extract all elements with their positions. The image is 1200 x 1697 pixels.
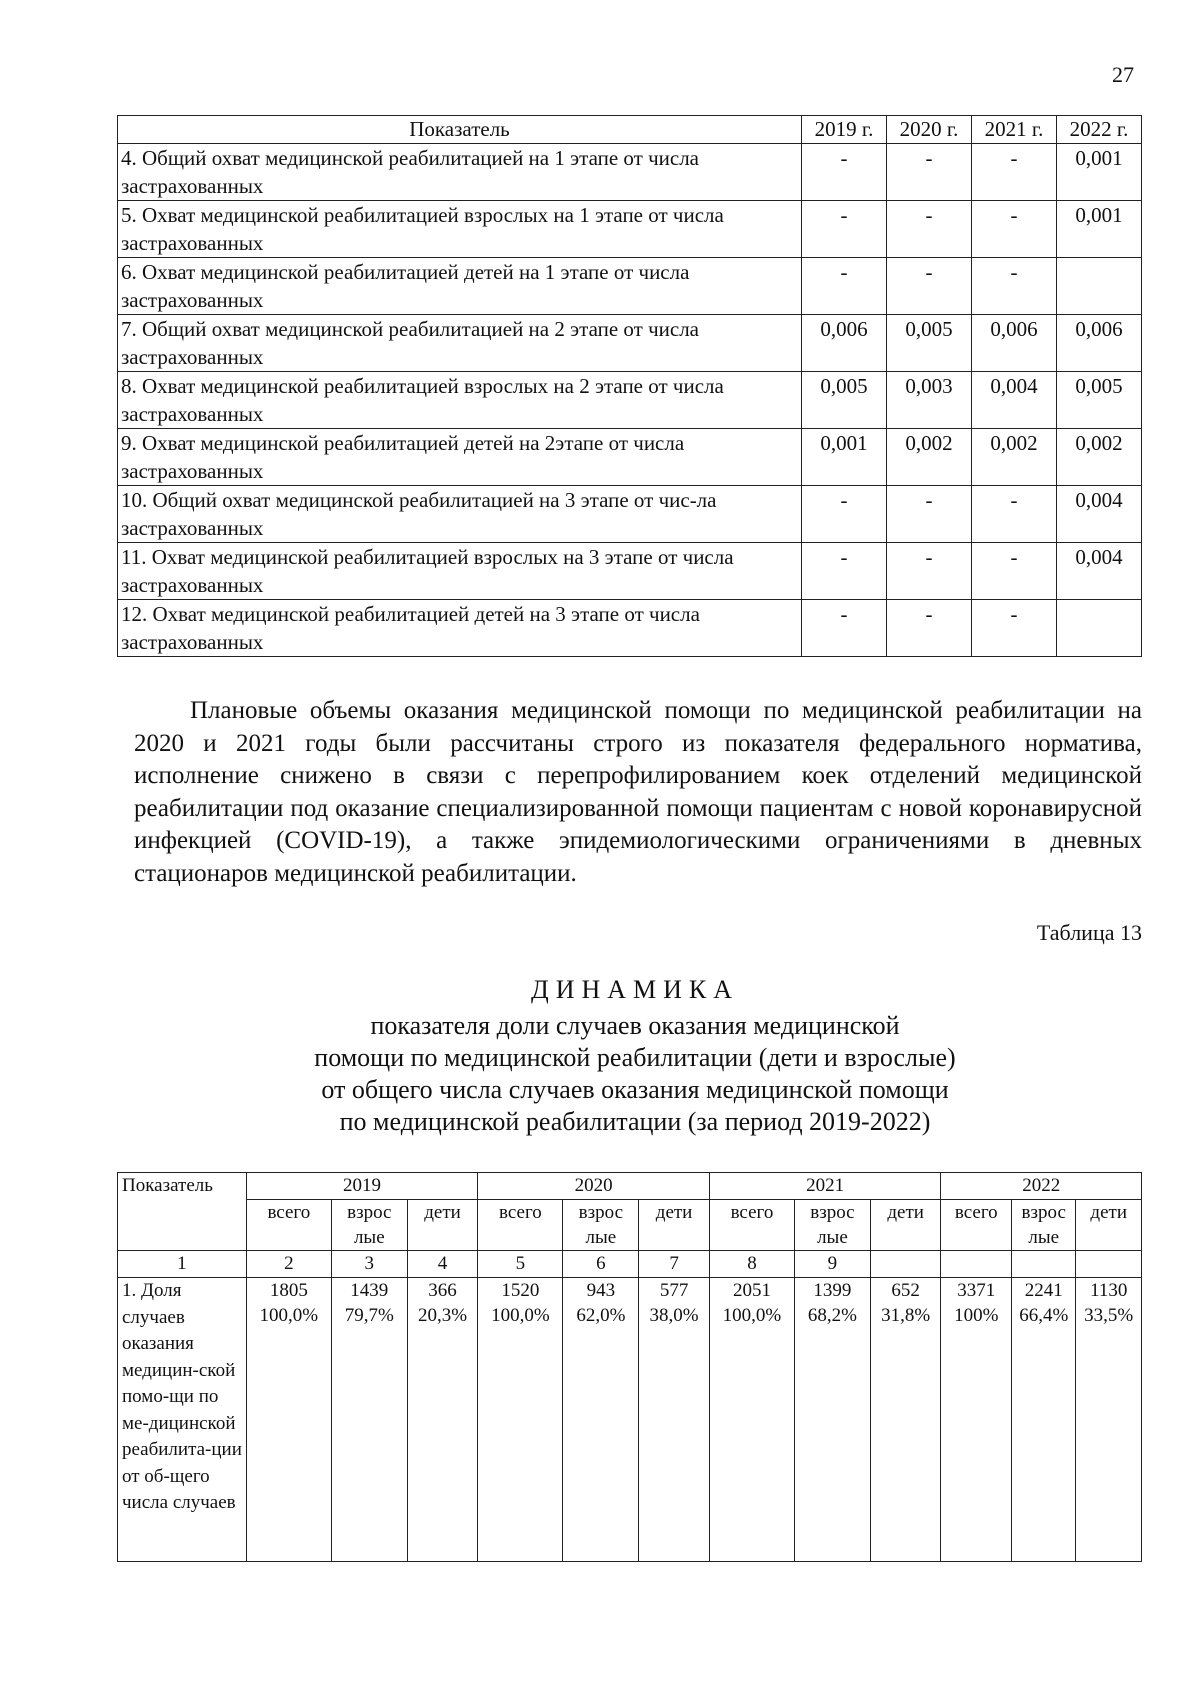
year-value: 0,001 bbox=[802, 429, 887, 486]
count-cell: 1520 bbox=[478, 1278, 563, 1304]
count-cell: 1399 bbox=[795, 1278, 871, 1304]
column-number: 1 bbox=[118, 1251, 247, 1278]
counts-row bbox=[118, 1278, 1142, 1304]
header-indicator: Показатель bbox=[118, 116, 802, 144]
year-value: - bbox=[972, 600, 1057, 657]
column-number: 5 bbox=[478, 1251, 563, 1278]
header-year: 2019 г. bbox=[802, 116, 887, 144]
year-value: 0,002 bbox=[887, 429, 972, 486]
year-value: - bbox=[972, 144, 1057, 201]
count-cell: 2051 bbox=[709, 1278, 794, 1304]
year-value: 0,006 bbox=[972, 315, 1057, 372]
percent-cell: 100,0% bbox=[709, 1303, 794, 1562]
subheader-adults: взрос лые bbox=[1012, 1200, 1076, 1251]
percent-cell: 20,3% bbox=[407, 1303, 478, 1562]
indicator-label: 7. Общий охват медицинской реабилитацией на 2 этапе от числа застрахованных bbox=[118, 315, 802, 372]
coverage-row bbox=[118, 144, 1142, 201]
subheader-all: всего bbox=[246, 1200, 331, 1251]
coverage-table bbox=[117, 115, 1142, 657]
body-paragraph: Плановые объемы оказания медицинской помощи по медицинской реабилитации на 2020 и 2021 годы были рассчитаны строго из показателя федерального норматива, исполнение снижено в связи с перепрофилированием коек отделений медицинской реабилитации под оказание специализированной помощи пациентам с новой коронавирусной инфекцией (COVID-19), а также эпидемиологическими ограничениями в дневных стационаров медицинской реабилитации. bbox=[134, 697, 1142, 887]
coverage-row bbox=[118, 201, 1142, 258]
column-number: 2 bbox=[246, 1251, 331, 1278]
subheader-children: дети bbox=[870, 1200, 941, 1251]
count-cell: 1130 bbox=[1076, 1278, 1142, 1304]
year-value: 0,004 bbox=[1057, 486, 1142, 543]
column-number: 7 bbox=[639, 1251, 710, 1278]
coverage-row bbox=[118, 486, 1142, 543]
year-value: 0,003 bbox=[887, 372, 972, 429]
count-cell: 577 bbox=[639, 1278, 710, 1304]
coverage-row bbox=[118, 543, 1142, 600]
column-number bbox=[1012, 1251, 1076, 1278]
count-cell: 2241 bbox=[1012, 1278, 1076, 1304]
year-value: - bbox=[887, 486, 972, 543]
year-value: 0,006 bbox=[802, 315, 887, 372]
year-value: - bbox=[887, 543, 972, 600]
coverage-row bbox=[118, 429, 1142, 486]
year-value: - bbox=[887, 144, 972, 201]
dynamics-table bbox=[117, 1172, 1142, 1562]
percent-cell: 66,4% bbox=[1012, 1303, 1076, 1562]
year-value: 0,001 bbox=[1057, 144, 1142, 201]
year-cell: 2019 bbox=[246, 1173, 478, 1200]
subheader-row bbox=[118, 1200, 1142, 1251]
year-cell: 2022 bbox=[941, 1173, 1142, 1200]
column-number: 6 bbox=[563, 1251, 639, 1278]
subheader-adults: взрос лые bbox=[795, 1200, 871, 1251]
year-value: - bbox=[802, 543, 887, 600]
percent-cell: 33,5% bbox=[1076, 1303, 1142, 1562]
year-value: 0,002 bbox=[972, 429, 1057, 486]
subheader-children: дети bbox=[639, 1200, 710, 1251]
year-value: 0,004 bbox=[1057, 543, 1142, 600]
year-value: - bbox=[802, 201, 887, 258]
header-indicator: Показатель bbox=[118, 1173, 247, 1251]
subheader-all: всего bbox=[478, 1200, 563, 1251]
subtitle-line: от общего числа случаев оказания медицинской помощи bbox=[321, 1075, 949, 1104]
subtitle-line: показателя доли случаев оказания медицинской bbox=[370, 1011, 900, 1040]
year-value bbox=[1057, 258, 1142, 315]
subheader-all: всего bbox=[941, 1200, 1012, 1251]
indicator-label: 5. Охват медицинской реабилитацией взрослых на 1 этапе от числа застрахованных bbox=[118, 201, 802, 258]
subheader-adults: взрос лые bbox=[331, 1200, 407, 1251]
indicator-label: 4. Общий охват медицинской реабилитацией на 1 этапе от числа застрахованных bbox=[118, 144, 802, 201]
column-number bbox=[1076, 1251, 1142, 1278]
count-cell: 1805 bbox=[246, 1278, 331, 1304]
indicator-label: 10. Общий охват медицинской реабилитацией на 3 этапе от чис-ла застрахованных bbox=[118, 486, 802, 543]
coverage-row bbox=[118, 372, 1142, 429]
percent-cell: 68,2% bbox=[795, 1303, 871, 1562]
percent-cell: 100% bbox=[941, 1303, 1012, 1562]
year-value: - bbox=[972, 543, 1057, 600]
year-value: - bbox=[887, 201, 972, 258]
year-cell: 2021 bbox=[709, 1173, 941, 1200]
subheader-children: дети bbox=[1076, 1200, 1142, 1251]
column-numbers-row bbox=[118, 1251, 1142, 1278]
subheader-adults: взрос лые bbox=[563, 1200, 639, 1251]
year-value: - bbox=[972, 258, 1057, 315]
year-value: - bbox=[802, 258, 887, 315]
percent-cell: 38,0% bbox=[639, 1303, 710, 1562]
table-label: Таблица 13 bbox=[1036, 920, 1142, 945]
section-title: ДИНАМИКА bbox=[530, 975, 740, 1004]
column-number: 8 bbox=[709, 1251, 794, 1278]
year-header-row bbox=[118, 1173, 1142, 1200]
year-value: - bbox=[887, 600, 972, 657]
column-number bbox=[941, 1251, 1012, 1278]
indicator-label: 9. Охват медицинской реабилитацией детей на 2этапе от числа застрахованных bbox=[118, 429, 802, 486]
header-year: 2022 г. bbox=[1057, 116, 1142, 144]
percent-cell: 100,0% bbox=[478, 1303, 563, 1562]
percents-row bbox=[118, 1303, 1142, 1562]
coverage-row bbox=[118, 258, 1142, 315]
header-year: 2021 г. bbox=[972, 116, 1057, 144]
indicator-label: 12. Охват медицинской реабилитацией детей на 3 этапе от числа застрахованных bbox=[118, 600, 802, 657]
year-value: - bbox=[972, 201, 1057, 258]
column-number: 9 bbox=[795, 1251, 871, 1278]
year-value: 0,002 bbox=[1057, 429, 1142, 486]
subheader-children: дети bbox=[407, 1200, 478, 1251]
year-value: 0,005 bbox=[1057, 372, 1142, 429]
coverage-table-header bbox=[118, 116, 1142, 144]
subtitle-line: по медицинской реабилитации (за период 2019-2022) bbox=[339, 1107, 931, 1136]
year-value: - bbox=[802, 144, 887, 201]
count-cell: 366 bbox=[407, 1278, 478, 1304]
percent-cell: 100,0% bbox=[246, 1303, 331, 1562]
column-number: 4 bbox=[407, 1251, 478, 1278]
year-value: 0,005 bbox=[887, 315, 972, 372]
subtitle-line: помощи по медицинской реабилитации (дети и взрослые) bbox=[314, 1043, 956, 1072]
year-value: - bbox=[802, 486, 887, 543]
year-value: 0,005 bbox=[802, 372, 887, 429]
year-cell: 2020 bbox=[478, 1173, 710, 1200]
indicator-label: 6. Охват медицинской реабилитацией детей на 1 этапе от числа застрахованных bbox=[118, 258, 802, 315]
year-value: - bbox=[887, 258, 972, 315]
row-label: 1. Доля случаев оказания медицин-ской помо-щи по ме-дицинской реабилита-ции от об-щего числа случаев bbox=[118, 1278, 247, 1562]
count-cell: 1439 bbox=[331, 1278, 407, 1304]
column-number: 3 bbox=[331, 1251, 407, 1278]
year-value: 0,001 bbox=[1057, 201, 1142, 258]
subheader-all: всего bbox=[709, 1200, 794, 1251]
percent-cell: 62,0% bbox=[563, 1303, 639, 1562]
page-number: 27 bbox=[1112, 62, 1134, 87]
percent-cell: 79,7% bbox=[331, 1303, 407, 1562]
indicator-label: 8. Охват медицинской реабилитацией взрослых на 2 этапе от числа застрахованных bbox=[118, 372, 802, 429]
year-value: - bbox=[802, 600, 887, 657]
coverage-row bbox=[118, 600, 1142, 657]
year-value: 0,006 bbox=[1057, 315, 1142, 372]
column-number bbox=[870, 1251, 941, 1278]
section-subtitle bbox=[200, 1010, 1070, 1138]
year-value bbox=[1057, 600, 1142, 657]
coverage-row bbox=[118, 315, 1142, 372]
count-cell: 943 bbox=[563, 1278, 639, 1304]
header-year: 2020 г. bbox=[887, 116, 972, 144]
year-value: - bbox=[972, 486, 1057, 543]
percent-cell: 31,8% bbox=[870, 1303, 941, 1562]
count-cell: 652 bbox=[870, 1278, 941, 1304]
indicator-label: 11. Охват медицинской реабилитацией взрослых на 3 этапе от числа застрахованных bbox=[118, 543, 802, 600]
count-cell: 3371 bbox=[941, 1278, 1012, 1304]
year-value: 0,004 bbox=[972, 372, 1057, 429]
